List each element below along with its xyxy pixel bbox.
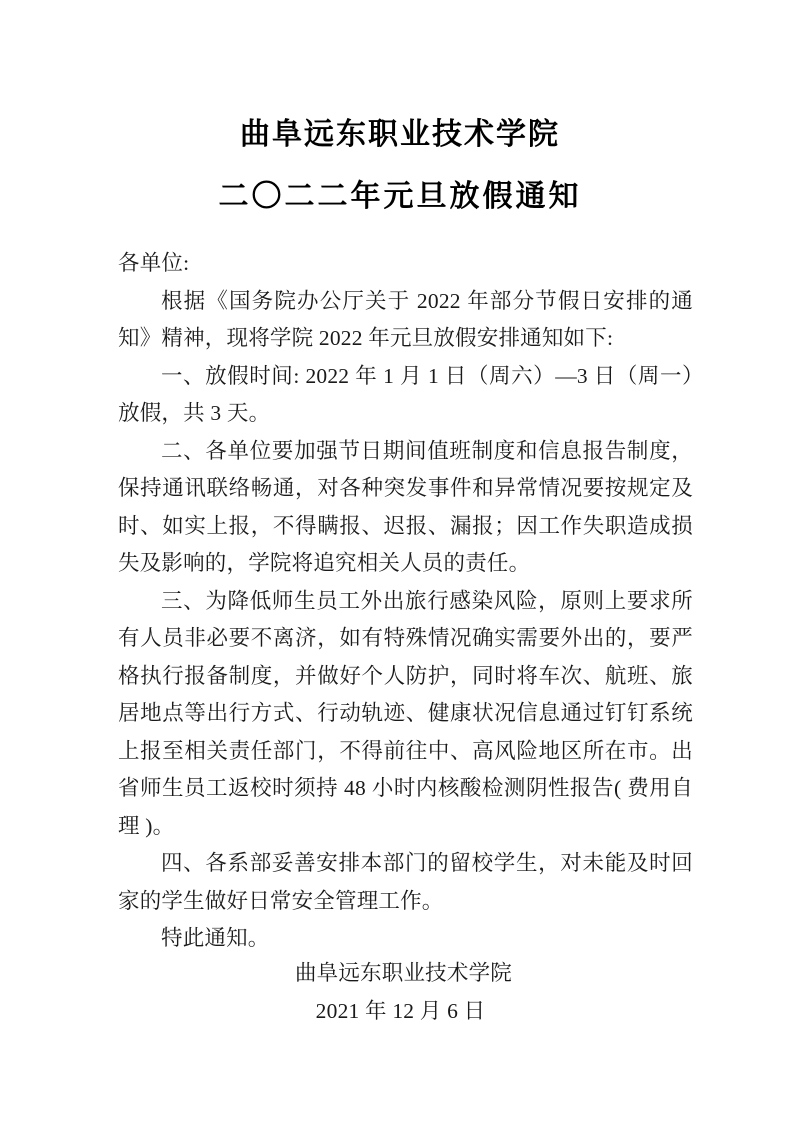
document-body — [118, 245, 693, 958]
title-line-subject: 二〇二二年元旦放假通知 — [218, 180, 582, 213]
paragraph-item-one: 一、放假时间: 2022 年 1 月 1 日（周六）—3 日（周一）放假，共 3 天。 — [118, 363, 693, 425]
paragraph-item-three: 三、为降低师生员工外出旅行感染风险，原则上要求所有人员非必要不离济，如有特殊情况确实需要外出的，要严格执行报备制度，并做好个人防护，同时将车次、航班、旅居地点等出行方式、行动轨迹、健康状况信息通过钉钉系统上报至相关责任部门，不得前往中、高风险地区所在市。出省师生员工返校时须持 48 小时内核酸检测阴性报告( 费用自理 )。 — [118, 588, 693, 838]
salutation: 各单位: — [118, 251, 190, 275]
paragraph-closing: 特此通知。 — [161, 926, 270, 950]
signature-date: 2021 年 12 月 6 日 — [315, 998, 486, 1023]
paragraph-preamble: 根据《国务院办公厅关于 2022 年部分节假日安排的通知》精神，现将学院 2022 年元旦放假安排通知如下: — [118, 288, 693, 350]
paragraph-item-four: 四、各系部妥善安排本部门的留校学生，对未能及时回家的学生做好日常安全管理工作。 — [118, 851, 693, 913]
signature-block — [118, 955, 693, 1030]
paragraph-item-two: 二、各单位要加强节日期间值班制度和信息报告制度，保持通讯联络畅通，对各种突发事件和异常情况要按规定及时、如实上报，不得瞒报、迟报、漏报；因工作失职造成损失及影响的，学院将追究相关人员的责任。 — [118, 438, 693, 575]
document-title — [0, 112, 800, 220]
signature-organization: 曲阜远东职业技术学院 — [294, 961, 512, 985]
title-line-organization: 曲阜远东职业技术学院 — [240, 118, 560, 151]
